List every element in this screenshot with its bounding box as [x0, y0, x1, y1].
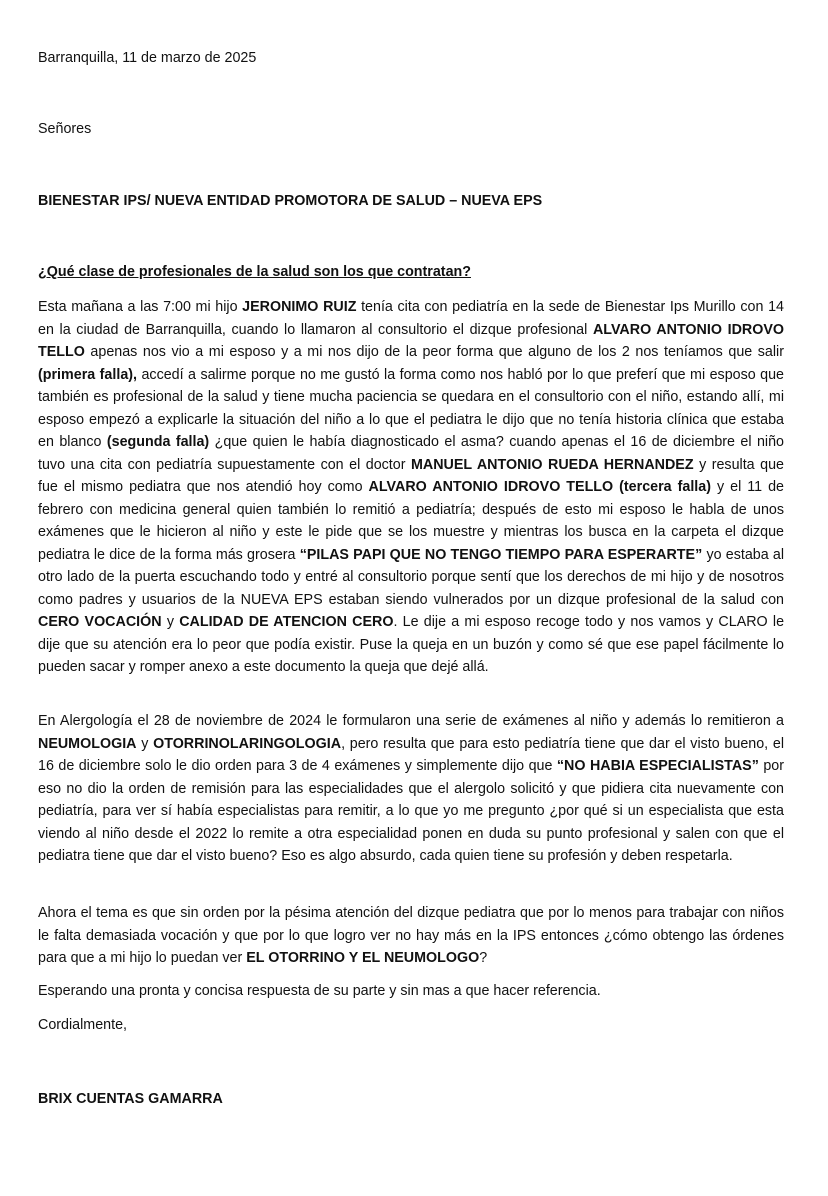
paragraph-1	[38, 296, 784, 679]
p1-text-4: accedí a salirme porque no me gustó la forma como nos habló por lo que preferí que mi esposo que también es profesional de la salud y tiene mucha paciencia se quedara en el consultorio con el niño, estando allí, mi esposo empezó a explicarle la situación del niño a lo que el pediatra le dijo que no tenía historia clínica que estaba en blanco	[38, 366, 784, 450]
date-line: Barranquilla, 11 de marzo de 2025	[38, 50, 257, 66]
p3-bold-1: EL OTORRINO Y EL NEUMOLOGO	[246, 950, 480, 966]
p1-bold-5: MANUEL ANTONIO RUEDA HERNANDEZ	[410, 456, 694, 473]
p1-bold-3: (primera falla),	[38, 366, 138, 383]
salutation: Señores	[38, 121, 92, 137]
p1-bold-2: ALVARO ANTONIO IDROVO TELLO	[38, 321, 785, 360]
p3-text-1: Ahora el tema es que sin orden por la pésima atención del dizque pediatra que por lo menos para trabajar con niños le falta demasiada vocación y que por lo que logro ver no hay más en la IPS entonces ¿cómo obtengo las órdenes para que a mi hijo lo puedan ver	[38, 905, 784, 966]
paragraph-4: Esperando una pronta y concisa respuesta de su parte y sin mas a que hacer referencia.	[38, 983, 601, 999]
p1-bold-4: (segunda falla)	[106, 434, 210, 450]
p1-text-2: tenía cita con pediatría en la sede de Bienestar Ips Murillo con 14 en la ciudad de Barranquilla, cuando lo llamaron al consultorio el dizque profesional	[38, 299, 784, 338]
signature-name: BRIX CUENTAS GAMARRA	[38, 1091, 223, 1107]
p1-text-5: ¿que quien le había diagnosticado el asma? cuando apenas el 16 de diciembre el niño tuvo una cita con pediatría supuestamente con el doctor	[38, 434, 784, 473]
p1-text-3: apenas nos vio a mi esposo y a mi nos dijo de la peor forma que alguno de los 2 nos teníamos que salir	[84, 344, 784, 360]
p1-text-9: y	[161, 614, 180, 630]
p1-text-8: yo estaba al otro lado de la puerta escuchando todo y entré al consultorio porque sentí que los derechos de mi hijo y de nosotros como padres y usuarios de la NUEVA EPS estaban siendo vulnerados por un dizque profesional de la salud con	[38, 546, 784, 608]
p2-bold-2: OTORRINOLARINGOLOGIA	[153, 735, 342, 752]
closing: Cordialmente,	[38, 1017, 127, 1033]
p2-text-2: y	[136, 735, 154, 752]
p1-bold-1: JERONIMO RUIZ	[242, 299, 357, 315]
paragraph-3	[38, 902, 784, 970]
p1-text-7: y el 11 de febrero con medicina general quien también lo remitió a pediatría; después de esto mi esposo le habla de unos exámenes que le hicieron al niño y este le pide que se los muestre y mientras los busca en la carpeta el dizque pediatra le dice de la forma más grosera	[38, 479, 784, 563]
p3-text-2: ?	[479, 950, 488, 966]
p1-text-6: y resulta que fue el mismo pediatra que nos atendió hoy como	[38, 456, 784, 495]
p1-bold-6: ALVARO ANTONIO IDROVO TELLO (tercera falla)	[368, 479, 711, 495]
p2-bold-3: “NO HABIA ESPECIALISTAS”	[556, 758, 759, 774]
p1-bold-7: “PILAS PAPI QUE NO TENGO TIEMPO PARA ESPERARTE”	[299, 546, 703, 563]
p2-bold-1: NEUMOLOGIA	[38, 735, 137, 752]
p2-text-3: , pero resulta que para esto pediatría tiene que dar el visto bueno, el 16 de diciembre solo le dio orden para 3 de 4 exámenes y simplemente dijo que	[38, 735, 784, 774]
recipient: BIENESTAR IPS/ NUEVA ENTIDAD PROMOTORA DE SALUD – NUEVA EPS	[38, 193, 543, 209]
p1-bold-9: CALIDAD DE ATENCION CERO	[179, 614, 394, 630]
subject-line: ¿Qué clase de profesionales de la salud son los que contratan?	[38, 264, 471, 280]
p2-text-4: por eso no dio la orden de remisión para las especialidades que el alergolo solicitó y que pidiera cita nuevamente con pediatría, para ver sí había especialistas para remitir, a lo que yo me pregunto ¿por qué si un especialista que esta viendo al niño desde el 2022 lo remite a otra especialidad ponen en duda su punto profesional y salen con que el pediatra tiene que dar el visto bueno? Eso es algo absurdo, cada quien tiene su profesión y deben respetarla.	[38, 758, 784, 864]
p2-text-1: En Alergología el 28 de noviembre de 2024 le formularon una serie de exámenes al niño y además lo remitieron a	[38, 713, 784, 729]
paragraph-2	[38, 710, 784, 868]
p1-text-10: . Le dije a mi esposo recoge todo y nos vamos y CLARO le dije que su atención era lo peor que podía existir. Puse la queja en un buzón y como sé que ese papel fácilmente lo pueden sacar y romper anexo a este documento la queja que dejé allá.	[38, 614, 785, 675]
p1-text-1: Esta mañana a las 7:00 mi hijo	[38, 299, 243, 315]
p1-bold-8: CERO VOCACIÓN	[38, 614, 162, 630]
